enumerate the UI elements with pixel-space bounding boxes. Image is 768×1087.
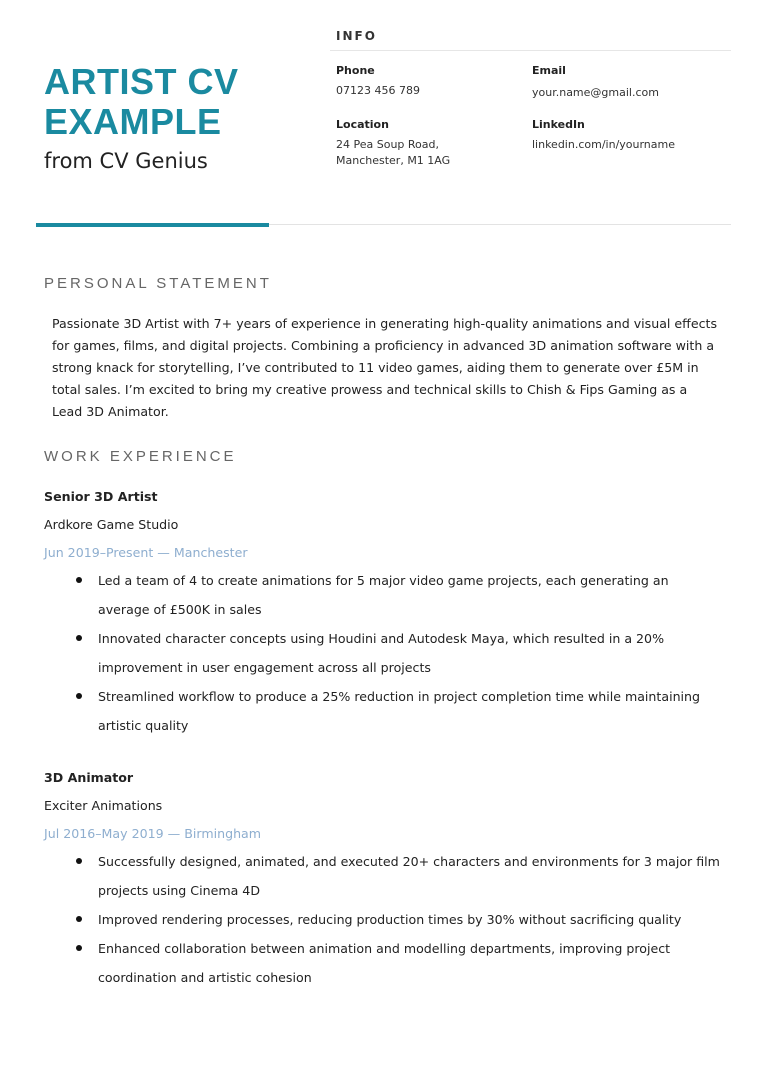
cv-subtitle: from CV Genius	[44, 149, 208, 173]
cv-title-line-1: ARTIST CV	[44, 61, 239, 102]
job-bullet-text: Innovated character concepts using Houdini and Autodesk Maya, which resulted in a 20% improvement in user engagement across all projects	[98, 631, 665, 675]
phone-info	[336, 63, 420, 99]
header-divider	[269, 224, 731, 225]
job-dates-location: Jun 2019–Present — Manchester	[44, 545, 248, 560]
phone-value: 07123 456 789	[336, 84, 420, 97]
job-bullet-text: Improved rendering processes, reducing production times by 30% without sacrificing quality	[98, 912, 682, 927]
job-dates-location: Jul 2016–May 2019 — Birmingham	[44, 826, 262, 841]
job-entry	[44, 769, 724, 992]
cv-title-line-2: EXAMPLE	[44, 101, 222, 142]
location-label: Location	[336, 118, 389, 131]
job-bullet-list	[44, 566, 724, 740]
linkedin-info	[532, 117, 675, 153]
bullet-dot-icon	[76, 577, 82, 583]
bullet-dot-icon	[76, 916, 82, 922]
email-value[interactable]: your.name@gmail.com	[532, 86, 659, 99]
personal-statement-heading: PERSONAL STATEMENT	[44, 275, 272, 292]
job-bullet-text: Streamlined workflow to produce a 25% reduction in project completion time while maintaining artistic quality	[98, 689, 701, 733]
location-value: 24 Pea Soup Road, Manchester, M1 1AG	[336, 138, 451, 167]
personal-statement-text: Passionate 3D Artist with 7+ years of experience in generating high-quality animations and visual effects for games, films, and digital projects. Combining a proficiency in advanced 3D animation software with a strong knack for storytelling, I’ve contributed to 11 video games, aiding them to generate over £5M in total sales. I’m excited to bring my creative prowess and technical skills to Chish & Fips Gaming as a Lead 3D Animator.	[52, 316, 718, 419]
job-bullet	[44, 934, 724, 992]
location-info	[336, 117, 450, 169]
job-title: Senior 3D Artist	[44, 489, 158, 504]
job-company: Ardkore Game Studio	[44, 517, 179, 532]
job-bullet-list	[44, 847, 724, 992]
email-label: Email	[532, 64, 566, 77]
job-bullet	[44, 624, 724, 682]
job-title: 3D Animator	[44, 770, 134, 785]
job-bullet	[44, 682, 724, 740]
bullet-dot-icon	[76, 635, 82, 641]
linkedin-value[interactable]: linkedin.com/in/yourname	[532, 138, 676, 151]
email-info	[532, 63, 659, 101]
job-entry	[44, 488, 724, 740]
bullet-dot-icon	[76, 693, 82, 699]
job-company: Exciter Animations	[44, 798, 163, 813]
info-divider	[330, 50, 731, 51]
phone-label: Phone	[336, 64, 375, 77]
job-bullet	[44, 905, 724, 934]
job-bullet-text: Successfully designed, animated, and executed 20+ characters and environments for 3 major film projects using Cinema 4D	[98, 854, 720, 898]
job-bullet	[44, 566, 724, 624]
cv-title-block	[44, 62, 274, 176]
bullet-dot-icon	[76, 858, 82, 864]
job-bullet-text: Enhanced collaboration between animation and modelling departments, improving project coordination and artistic cohesion	[98, 941, 671, 985]
accent-divider	[36, 223, 269, 227]
info-heading: INFO	[336, 29, 377, 43]
job-bullet	[44, 847, 724, 905]
bullet-dot-icon	[76, 945, 82, 951]
job-bullet-text: Led a team of 4 to create animations for 5 major video game projects, each generating an average of £500K in sales	[98, 573, 669, 617]
work-experience-heading: WORK EXPERIENCE	[44, 448, 237, 465]
linkedin-label: LinkedIn	[532, 118, 585, 131]
